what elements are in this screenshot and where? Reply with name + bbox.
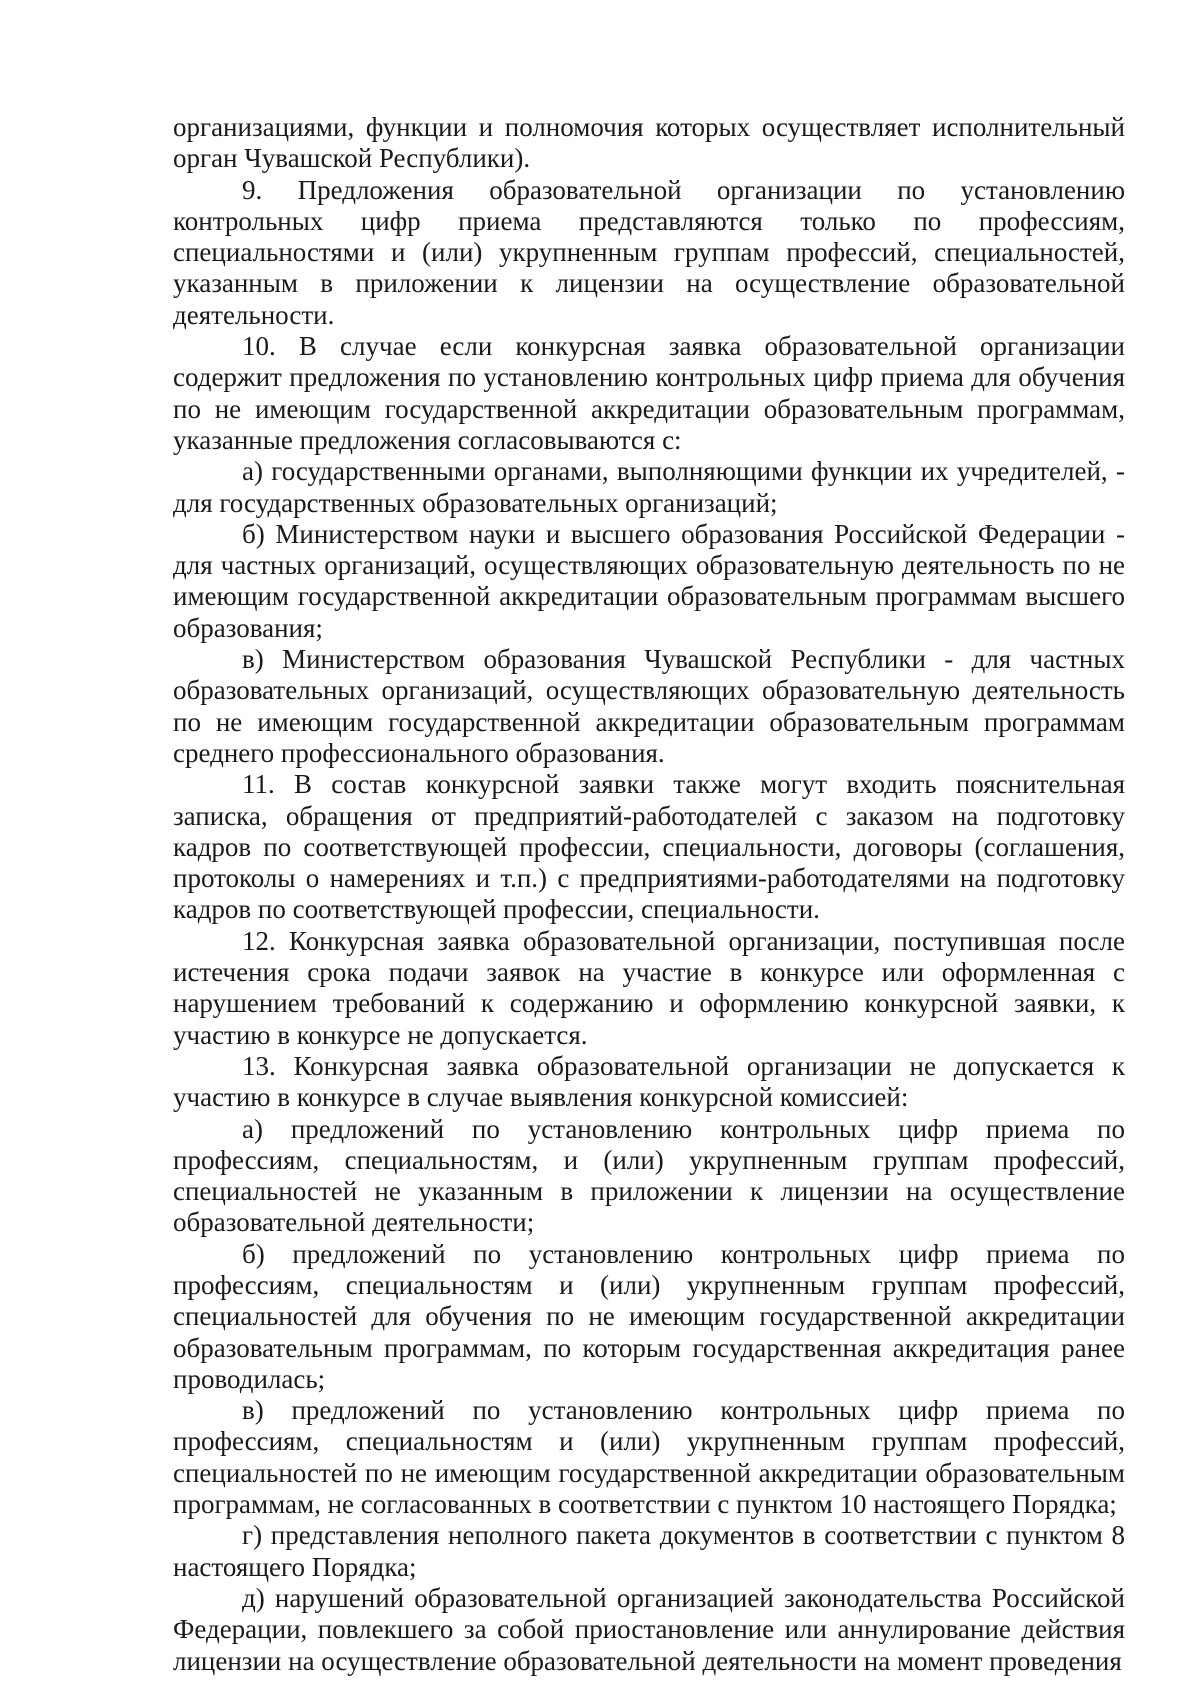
- document-body: [173, 112, 1125, 1677]
- paragraph-item-13-g: г) представления неполного пакета документов в соответствии с пунктом 8 настоящего Порядка;: [173, 1520, 1125, 1582]
- paragraph-item-11: 11. В состав конкурсной заявки также могут входить пояснительная записка, обращения от предприятий-работодателей с заказом на подготовку кадров по соответствующей профессии, специальности, договоры (соглашения, протоколы о намерениях и т.п.) с предприятиями-работодателями на подготовку кадров по соответствующей профессии, специальности.: [173, 769, 1125, 925]
- paragraph-item-10: 10. В случае если конкурсная заявка образовательной организации содержит предложения по установлению контрольных цифр приема для обучения по не имеющим государственной аккредитации образовательным программам, указанные предложения согласовываются с:: [173, 331, 1125, 455]
- paragraph-item-13-b: б) предложений по установлению контрольных цифр приема по профессиям, специальностям и (или) укрупненным группам профессий, специальностей для обучения по не имеющим государственной аккредитации образовательным программам, по которым государственная аккредитация ранее проводилась;: [173, 1238, 1125, 1394]
- paragraph-continuation: организациями, функции и полномочия которых осуществляет исполнительный орган Чувашской Республики).: [173, 112, 1125, 174]
- paragraph-item-12: 12. Конкурсная заявка образовательной организации, поступившая после истечения срока подачи заявок на участие в конкурсе или оформленная с нарушением требований к содержанию и оформлению конкурсной заявки, к участию в конкурсе не допускается.: [173, 925, 1125, 1050]
- paragraph-item-13-a: а) предложений по установлению контрольных цифр приема по профессиям, специальностям, и (или) укрупненным группам профессий, специальностей не указанным в приложении к лицензии на осуществление образовательной деятельности;: [173, 1113, 1125, 1238]
- paragraph-item-10-a: а) государственными органами, выполняющими функции их учредителей, - для государственных образовательных организаций;: [173, 456, 1125, 518]
- paragraph-item-9: 9. Предложения образовательной организации по установлению контрольных цифр приема представляются только по профессиям, специальностями и (или) укрупненным группам профессий, специальностей, указанным в приложении к лицензии на осуществление образовательной деятельности.: [173, 174, 1125, 330]
- paragraph-item-13: 13. Конкурсная заявка образовательной организации не допускается к участию в конкурсе в случае выявления конкурсной комиссией:: [173, 1050, 1125, 1113]
- paragraph-item-10-v: в) Министерством образования Чувашской Республики - для частных образовательных организаций, осуществляющих образовательную деятельность по не имеющим государственной аккредитации образовательным программам среднего профессионального образования.: [173, 644, 1125, 768]
- paragraph-item-13-d: д) нарушений образовательной организацией законодательства Российской Федерации, повлекшего за собой приостановление или аннулирование действия лицензии на осуществление образовательной деятельности на момент проведения: [173, 1582, 1125, 1676]
- paragraph-item-10-b: б) Министерством науки и высшего образования Российской Федерации - для частных организаций, осуществляющих образовательную деятельность по не имеющим государственной аккредитации образовательным программам высшего образования;: [173, 518, 1125, 643]
- paragraph-item-13-v: в) предложений по установлению контрольных цифр приема по профессиям, специальностям и (или) укрупненным группам профессий, специальностей по не имеющим государственной аккредитации образовательным программам, не согласованных в соответствии с пунктом 10 настоящего Порядка;: [173, 1395, 1125, 1520]
